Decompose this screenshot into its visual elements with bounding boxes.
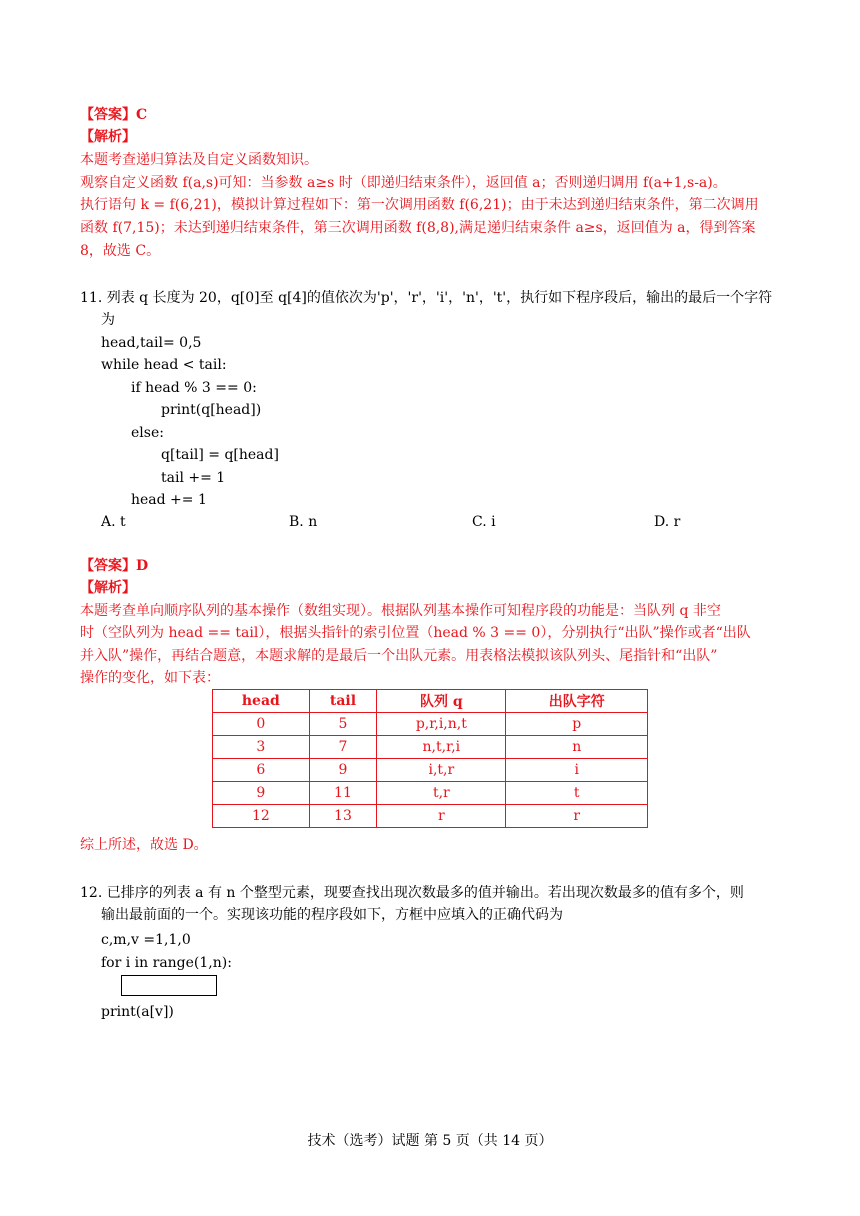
code-line: while head < tail: bbox=[101, 357, 227, 373]
code-line: tail += 1 bbox=[161, 470, 226, 486]
code-line: print(a[v]) bbox=[101, 1004, 174, 1020]
table-header: 队列 q bbox=[377, 690, 506, 713]
table-cell: 5 bbox=[309, 713, 377, 736]
table-header: tail bbox=[309, 690, 377, 713]
code-line: if head % 3 == 0: bbox=[131, 380, 257, 396]
option-c: C. i bbox=[472, 514, 496, 530]
q10-analysis-line: 本题考查递归算法及自定义函数知识。 bbox=[80, 152, 318, 168]
code-line: head,tail= 0,5 bbox=[101, 335, 202, 351]
option-a: A. t bbox=[101, 514, 126, 530]
q11-analysis-line: 时（空队列为 head == tail），根据头指针的索引位置（head % 3 == 0），分别执行“出队”操作或者“出队 bbox=[80, 625, 751, 641]
code-line: c,m,v =1,1,0 bbox=[101, 932, 191, 948]
q11-analysis-label: 【解析】 bbox=[80, 580, 136, 596]
table-header-row bbox=[213, 690, 648, 713]
q10-analysis-line: 观察自定义函数 f(a,s)可知：当参数 a≥s 时（即递归结束条件），返回值 a；否则递归调用 f(a+1,s-a)。 bbox=[80, 175, 727, 191]
table-row bbox=[213, 805, 648, 828]
code-line: print(q[head]) bbox=[161, 402, 262, 418]
q11-stem: 11. 列表 q 长度为 20，q[0]至 q[4]的值依次为'p'，'r'，'i'，'n'，'t'，执行如下程序段后，输出的最后一个字符 bbox=[80, 290, 773, 306]
fill-in-blank-box bbox=[121, 975, 217, 996]
table-row bbox=[213, 736, 648, 759]
q11-analysis-line: 并入队”操作，再结合题意，本题求解的是最后一个出队元素。用表格法模拟该队列头、尾指针和“出队” bbox=[80, 648, 718, 664]
table-cell: 9 bbox=[213, 782, 310, 805]
table-cell: t bbox=[506, 782, 648, 805]
table-header: 出队字符 bbox=[506, 690, 648, 713]
table-header: head bbox=[213, 690, 310, 713]
q11-stem-continued: 为 bbox=[101, 312, 115, 328]
q11-analysis-line: 本题考查单向顺序队列的基本操作（数组实现）。根据队列基本操作可知程序段的功能是：当队列 q 非空 bbox=[80, 603, 721, 619]
table-cell: 3 bbox=[213, 736, 310, 759]
table-cell: n bbox=[506, 736, 648, 759]
table-cell: i,t,r bbox=[377, 759, 506, 782]
queue-simulation-table bbox=[212, 689, 648, 828]
q10-analysis-line: 函数 f(7,15)；未达到递归结束条件，第三次调用函数 f(8,8),满足递归结束条件 a≥s，返回值为 a，得到答案 bbox=[80, 220, 756, 236]
table-cell: 0 bbox=[213, 713, 310, 736]
table-cell: 7 bbox=[309, 736, 377, 759]
table-row bbox=[213, 713, 648, 736]
code-line: q[tail] = q[head] bbox=[161, 447, 279, 463]
table-cell: r bbox=[506, 805, 648, 828]
q12-stem: 12. 已排序的列表 a 有 n 个整型元素，现要查找出现次数最多的值并输出。若出现次数最多的值有多个，则 bbox=[80, 885, 744, 901]
table-cell: t,r bbox=[377, 782, 506, 805]
table-row bbox=[213, 782, 648, 805]
option-d: D. r bbox=[654, 514, 681, 530]
q11-conclusion: 综上所述，故选 D。 bbox=[80, 837, 208, 853]
table-cell: 11 bbox=[309, 782, 377, 805]
table-cell: 9 bbox=[309, 759, 377, 782]
code-line: else: bbox=[131, 425, 164, 441]
table-cell: i bbox=[506, 759, 648, 782]
code-line: head += 1 bbox=[131, 492, 207, 508]
table-cell: n,t,r,i bbox=[377, 736, 506, 759]
q10-analysis-line: 执行语句 k = f(6,21)，模拟计算过程如下：第一次调用函数 f(6,21)；由于未达到递归结束条件，第二次调用 bbox=[80, 197, 759, 213]
q11-analysis-line: 操作的变化，如下表： bbox=[80, 670, 220, 686]
table-cell: r bbox=[377, 805, 506, 828]
table-cell: 6 bbox=[213, 759, 310, 782]
table-cell: 12 bbox=[213, 805, 310, 828]
page-footer: 技术（选考）试题 第 5 页（共 14 页） bbox=[307, 1133, 553, 1149]
q10-answer-label: 【答案】C bbox=[80, 107, 148, 123]
q10-analysis-label: 【解析】 bbox=[80, 129, 136, 145]
table-cell: 13 bbox=[309, 805, 377, 828]
option-b: B. n bbox=[289, 514, 318, 530]
q10-analysis-line: 8，故选 C。 bbox=[80, 243, 161, 259]
q12-stem-continued: 输出最前面的一个。实现该功能的程序段如下，方框中应填入的正确代码为 bbox=[101, 907, 563, 923]
code-line: for i in range(1,n): bbox=[101, 955, 232, 971]
table-cell: p bbox=[506, 713, 648, 736]
q11-answer-label: 【答案】D bbox=[80, 558, 149, 574]
table-cell: p,r,i,n,t bbox=[377, 713, 506, 736]
table-row bbox=[213, 759, 648, 782]
